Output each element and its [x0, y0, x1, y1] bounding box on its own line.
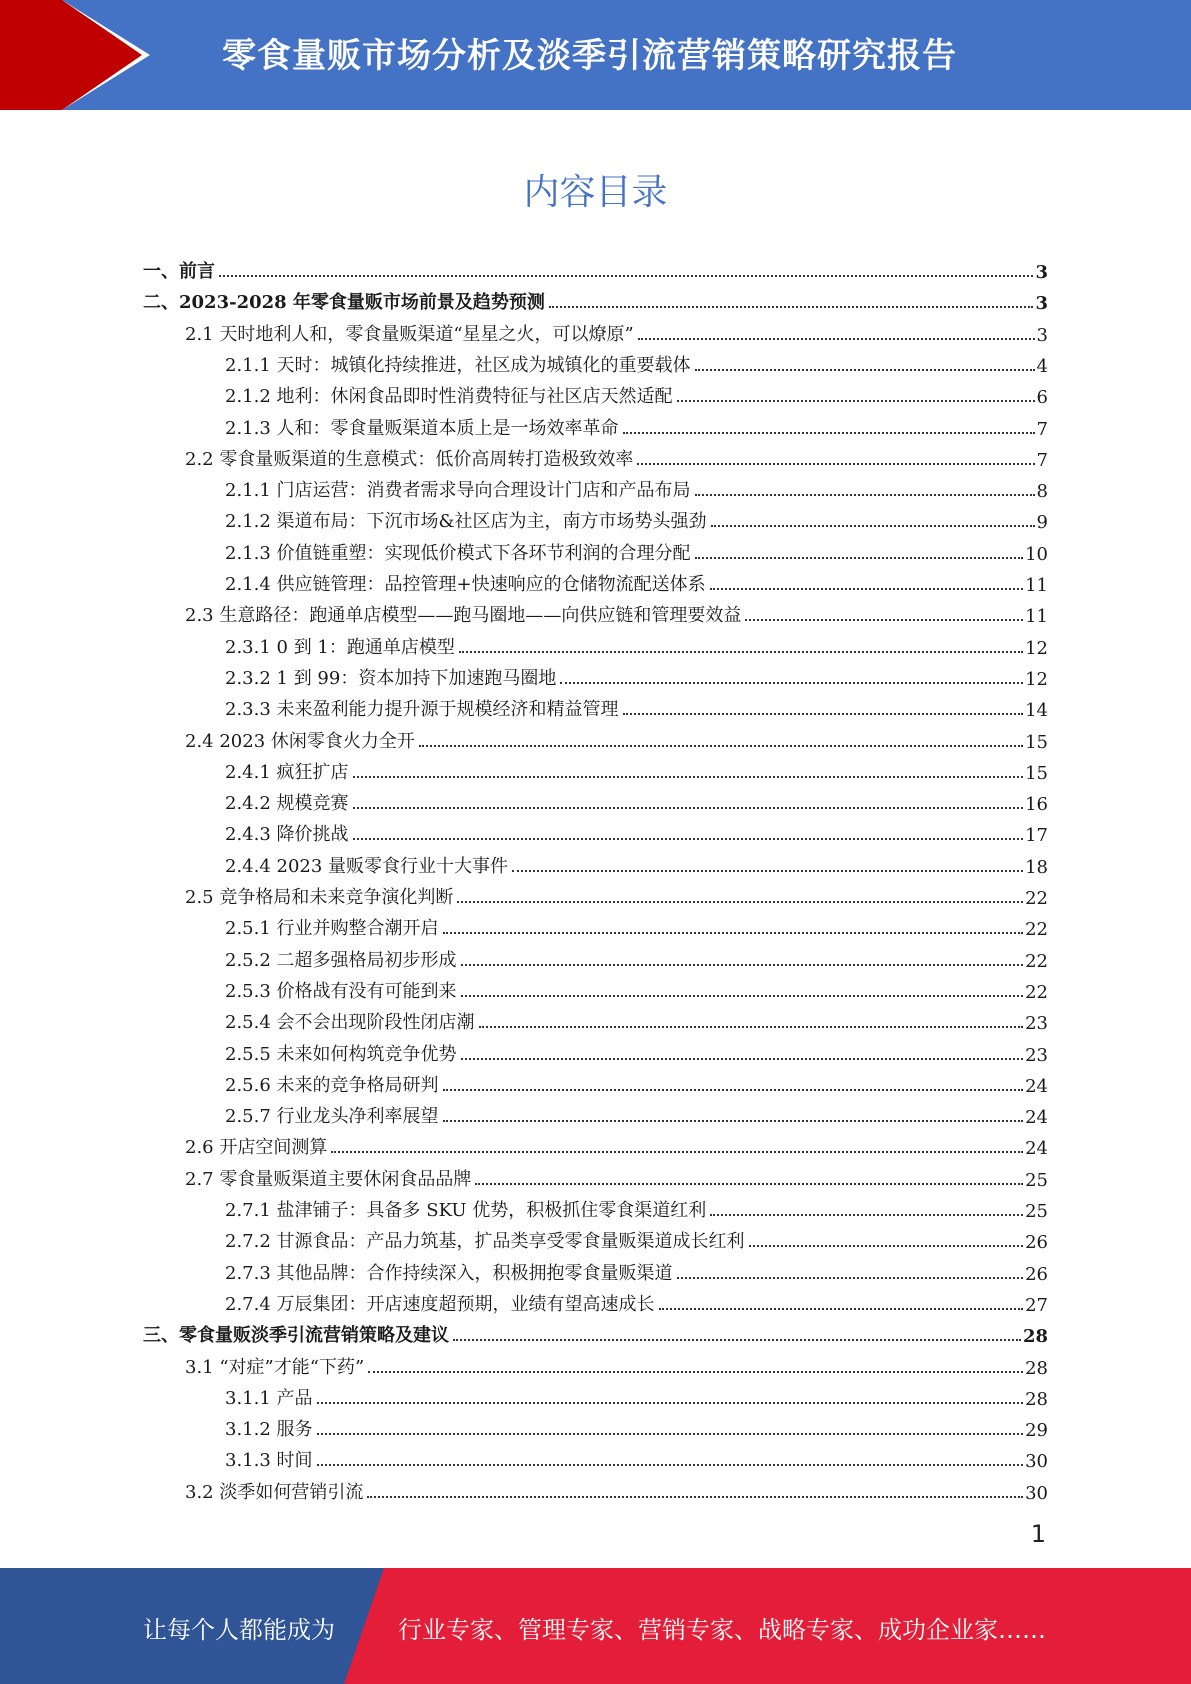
toc-entry-label: 2.4.4 2023 量贩零食行业十大事件	[225, 855, 509, 877]
toc-entry-page: 24	[1025, 1075, 1048, 1097]
toc-dot-leader	[623, 713, 1024, 715]
toc-entry[interactable]	[225, 1067, 1048, 1097]
toc-dot-leader	[695, 369, 1035, 371]
toc-entry[interactable]	[143, 253, 1048, 283]
toc-dot-leader	[560, 682, 1023, 684]
header-red-arrow-shape	[0, 0, 150, 110]
toc-entry-label: 二、2023-2028 年零食量贩市场前景及趋势预测	[143, 292, 545, 314]
toc-entry-label: 2.3.2 1 到 99：资本加持下加速跑马圈地	[225, 667, 557, 689]
toc-entry-page: 22	[1025, 950, 1048, 972]
toc-entry-page: 3	[1035, 293, 1048, 315]
toc-entry[interactable]	[143, 1317, 1048, 1347]
toc-entry-label: 一、前言	[143, 261, 215, 282]
toc-entry-page: 23	[1025, 1044, 1048, 1066]
toc-entry-label: 3.1 “对症”才能“下药”	[185, 1356, 365, 1378]
toc-entry-label: 2.3.3 未来盈利能力提升源于规模经济和精益管理	[225, 699, 619, 721]
toc-entry-page: 7	[1036, 449, 1048, 471]
toc-entry[interactable]	[225, 660, 1048, 690]
toc-entry-label: 3.1.1 产品	[225, 1387, 313, 1409]
toc-entry-label: 2.5.5 未来如何构筑竞争优势	[225, 1043, 457, 1065]
toc-dot-leader	[677, 1277, 1024, 1279]
toc-entry[interactable]	[225, 1286, 1048, 1316]
toc-entry-page: 15	[1025, 731, 1048, 753]
toc-entry[interactable]	[185, 597, 1048, 627]
toc-entry-label: 2.3.1 0 到 1：跑通单店模型	[225, 636, 455, 658]
toc-entry-page: 3	[1036, 324, 1048, 346]
toc-entry[interactable]	[225, 910, 1048, 940]
toc-dot-leader	[461, 995, 1024, 997]
toc-entry[interactable]	[225, 1223, 1048, 1253]
toc-entry-label: 3.1.3 时间	[225, 1450, 313, 1472]
toc-entry-page: 26	[1025, 1263, 1048, 1285]
toc-entry[interactable]	[225, 754, 1048, 784]
toc-entry-page: 18	[1025, 856, 1048, 878]
toc-entry-page: 23	[1025, 1013, 1048, 1035]
toc-entry-page: 28	[1025, 1357, 1048, 1379]
toc-entry-page: 26	[1025, 1232, 1048, 1254]
toc-entry-label: 2.7.4 万辰集团：开店速度超预期，业绩有望高速成长	[225, 1293, 655, 1315]
toc-dot-leader	[317, 1464, 1024, 1466]
toc-dot-leader	[317, 1433, 1024, 1435]
toc-dot-leader	[367, 1496, 1023, 1498]
toc-dot-leader	[443, 932, 1024, 934]
toc-entry-label: 2.1.3 价值链重塑：实现低价模式下各环节利润的合理分配	[225, 542, 691, 564]
toc-entry-label: 2.5.7 行业龙头净利率展望	[225, 1106, 439, 1128]
toc-entry[interactable]	[225, 1442, 1048, 1472]
toc-dot-leader	[710, 588, 1023, 590]
toc-entry[interactable]	[225, 566, 1048, 596]
toc-entry-page: 10	[1025, 543, 1048, 565]
toc-dot-leader	[331, 1151, 1023, 1153]
toc-entry-page: 28	[1022, 1326, 1048, 1348]
toc-entry-label: 2.5 竞争格局和未来竞争演化判断	[185, 887, 454, 908]
toc-dot-leader	[512, 870, 1023, 872]
toc-entry-label: 2.7.3 其他品牌：合作持续深入，积极拥抱零食量贩渠道	[225, 1262, 673, 1284]
toc-entry[interactable]	[225, 1036, 1048, 1066]
toc-entry[interactable]	[225, 848, 1048, 878]
toc-entry[interactable]	[185, 1474, 1048, 1504]
toc-dot-leader	[623, 432, 1035, 434]
toc-entry-label: 2.1.3 人和：零食量贩渠道本质上是一场效率革命	[225, 417, 619, 439]
toc-entry-page: 30	[1025, 1482, 1048, 1504]
toc-entry-label: 2.1.2 渠道布局：下沉市场&社区店为主，南方市场势头强劲	[225, 511, 707, 533]
toc-dot-leader	[453, 1339, 1021, 1341]
toc-entry[interactable]	[225, 816, 1048, 846]
toc-dot-leader	[695, 494, 1035, 496]
toc-entry[interactable]	[185, 1129, 1048, 1159]
toc-dot-leader	[659, 1308, 1024, 1310]
toc-dot-leader	[443, 1089, 1024, 1091]
toc-entry[interactable]	[225, 378, 1048, 408]
toc-entry[interactable]	[225, 1192, 1048, 1222]
toc-dot-leader	[711, 525, 1035, 527]
report-title: 零食量贩市场分析及淡季引流营销策略研究报告	[222, 36, 957, 76]
toc-entry[interactable]	[225, 1411, 1048, 1441]
toc-entry-label: 2.3 生意路径：跑通单店模型——跑马圈地——向供应链和管理要效益	[185, 605, 742, 627]
toc-entry[interactable]	[225, 942, 1048, 972]
toc-entry[interactable]	[225, 629, 1048, 659]
toc-entry[interactable]	[185, 879, 1048, 909]
toc-entry-page: 25	[1025, 1169, 1048, 1191]
toc-entry-label: 2.1 天时地利人和，零食量贩渠道“星星之火，可以燎原”	[185, 323, 634, 345]
toc-entry-page: 12	[1025, 668, 1048, 690]
toc-dot-leader	[353, 838, 1024, 840]
toc-entry-page: 14	[1025, 700, 1048, 722]
toc-dot-leader	[637, 463, 1034, 465]
toc-entry-label: 2.4.1 疯狂扩店	[225, 761, 349, 783]
toc-dot-leader	[461, 1058, 1024, 1060]
toc-entry-page: 28	[1025, 1388, 1048, 1410]
toc-dot-leader	[353, 807, 1024, 809]
toc-entry[interactable]	[225, 1004, 1048, 1034]
footer-banner	[0, 1568, 1191, 1684]
toc-entry-label: 2.1.1 天时：城镇化持续推进，社区成为城镇化的重要载体	[225, 354, 691, 376]
toc-entry-label: 2.4.2 规模竞赛	[225, 793, 349, 815]
toc-dot-leader	[638, 338, 1035, 340]
toc-entry-page: 6	[1036, 387, 1048, 409]
toc-entry-label: 2.7 零食量贩渠道主要休闲食品品牌	[185, 1168, 472, 1190]
toc-dot-leader	[745, 619, 1023, 621]
toc-dot-leader	[749, 1245, 1024, 1247]
toc-entry-page: 22	[1025, 888, 1048, 909]
toc-entry-page: 24	[1025, 1138, 1048, 1160]
toc-dot-leader	[419, 745, 1023, 747]
toc-entry-label: 3.1.2 服务	[225, 1419, 313, 1441]
toc-entry-label: 三、零食量贩淡季引流营销策略及建议	[143, 1325, 449, 1347]
toc-entry-label: 2.4.3 降价挑战	[225, 824, 349, 846]
toc-dot-leader	[677, 400, 1035, 402]
toc-dot-leader	[317, 1402, 1024, 1404]
toc-entry-label: 2.5.3 价格战有没有可能到来	[225, 980, 457, 1002]
toc-entry-page: 17	[1025, 825, 1048, 847]
toc-entry[interactable]	[225, 973, 1048, 1003]
toc-entry-page: 22	[1025, 981, 1048, 1003]
toc-entry[interactable]	[185, 316, 1048, 346]
toc-dot-leader	[459, 651, 1023, 653]
toc-dot-leader	[368, 1371, 1023, 1373]
toc-dot-leader	[219, 275, 1033, 277]
toc-entry[interactable]	[225, 503, 1048, 533]
toc-entry[interactable]	[185, 1161, 1048, 1191]
toc-dot-leader	[695, 557, 1024, 559]
toc-heading: 内容目录	[523, 172, 668, 213]
page-number: 1	[1030, 1520, 1046, 1548]
toc-entry-page: 11	[1025, 606, 1048, 628]
toc-entry-page: 8	[1036, 481, 1048, 503]
toc-dot-leader	[443, 1120, 1024, 1122]
toc-entry-page: 16	[1025, 794, 1048, 816]
toc-entry-label: 3.2 淡季如何营销引流	[185, 1481, 364, 1503]
toc-entry-page: 11	[1025, 575, 1048, 596]
toc-entry-label: 2.5.6 未来的竞争格局研判	[225, 1074, 439, 1096]
toc-entry-page: 3	[1035, 262, 1048, 283]
toc-entry-label: 2.4 2023 休闲零食火力全开	[185, 730, 415, 752]
toc-dot-leader	[353, 776, 1024, 778]
toc-entry-page: 27	[1025, 1294, 1048, 1316]
toc-entry[interactable]	[185, 441, 1048, 471]
toc-entry[interactable]	[225, 785, 1048, 815]
toc-entry[interactable]	[185, 723, 1048, 753]
toc-dot-leader	[549, 306, 1034, 308]
toc-entry-page: 7	[1036, 418, 1048, 440]
toc-dot-leader	[475, 1183, 1023, 1185]
toc-entry-page: 22	[1025, 919, 1048, 941]
toc-entry-label: 2.5.2 二超多强格局初步形成	[225, 949, 457, 971]
footer-slogan-right: 行业专家、管理专家、营销专家、战略专家、成功企业家……	[398, 1616, 1046, 1644]
toc-entry-label: 2.7.1 盐津铺子：具备多 SKU 优势，积极抓住零食渠道红利	[225, 1200, 707, 1221]
toc-entry-label: 2.1.4 供应链管理：品控管理+快速响应的仓储物流配送体系	[225, 574, 706, 595]
toc-entry-page: 30	[1025, 1451, 1048, 1473]
toc-dot-leader	[710, 1214, 1023, 1216]
toc-dot-leader	[479, 1026, 1024, 1028]
toc-entry[interactable]	[225, 691, 1048, 721]
toc-entry-label: 2.5.1 行业并购整合潮开启	[225, 918, 439, 940]
toc-entry-page: 9	[1036, 512, 1048, 534]
toc-entry[interactable]	[225, 347, 1048, 377]
toc-entry-page: 15	[1025, 762, 1048, 784]
toc-entry-page: 12	[1025, 637, 1048, 659]
toc-entry[interactable]	[185, 1349, 1048, 1379]
footer-slogan-left: 让每个人都能成为	[143, 1616, 335, 1644]
toc-entry[interactable]	[225, 410, 1048, 440]
toc-entry-page: 29	[1025, 1420, 1048, 1442]
toc-entry-label: 2.6 开店空间测算	[185, 1137, 328, 1159]
toc-entry-label: 2.5.4 会不会出现阶段性闭店潮	[225, 1012, 475, 1034]
toc-entry[interactable]	[225, 1255, 1048, 1285]
toc-entry[interactable]	[225, 1098, 1048, 1128]
toc-entry[interactable]	[143, 284, 1048, 314]
header-banner	[0, 0, 1191, 110]
toc-entry[interactable]	[225, 472, 1048, 502]
toc-dot-leader	[461, 964, 1024, 966]
toc-entry-page: 24	[1025, 1107, 1048, 1129]
toc-entry-label: 2.1.2 地利：休闲食品即时性消费特征与社区店天然适配	[225, 386, 673, 408]
toc-dot-leader	[457, 901, 1023, 903]
toc-entry-page: 25	[1025, 1201, 1048, 1222]
toc-entry-label: 2.2 零食量贩渠道的生意模式：低价高周转打造极致效率	[185, 448, 634, 470]
toc-entry-label: 2.1.1 门店运营：消费者需求导向合理设计门店和产品布局	[225, 480, 691, 502]
toc-entry-page: 4	[1036, 355, 1048, 377]
toc-entry[interactable]	[225, 1380, 1048, 1410]
toc-entry[interactable]	[225, 535, 1048, 565]
toc-entry-label: 2.7.2 甘源食品：产品力筑基，扩品类享受零食量贩渠道成长红利	[225, 1231, 745, 1253]
